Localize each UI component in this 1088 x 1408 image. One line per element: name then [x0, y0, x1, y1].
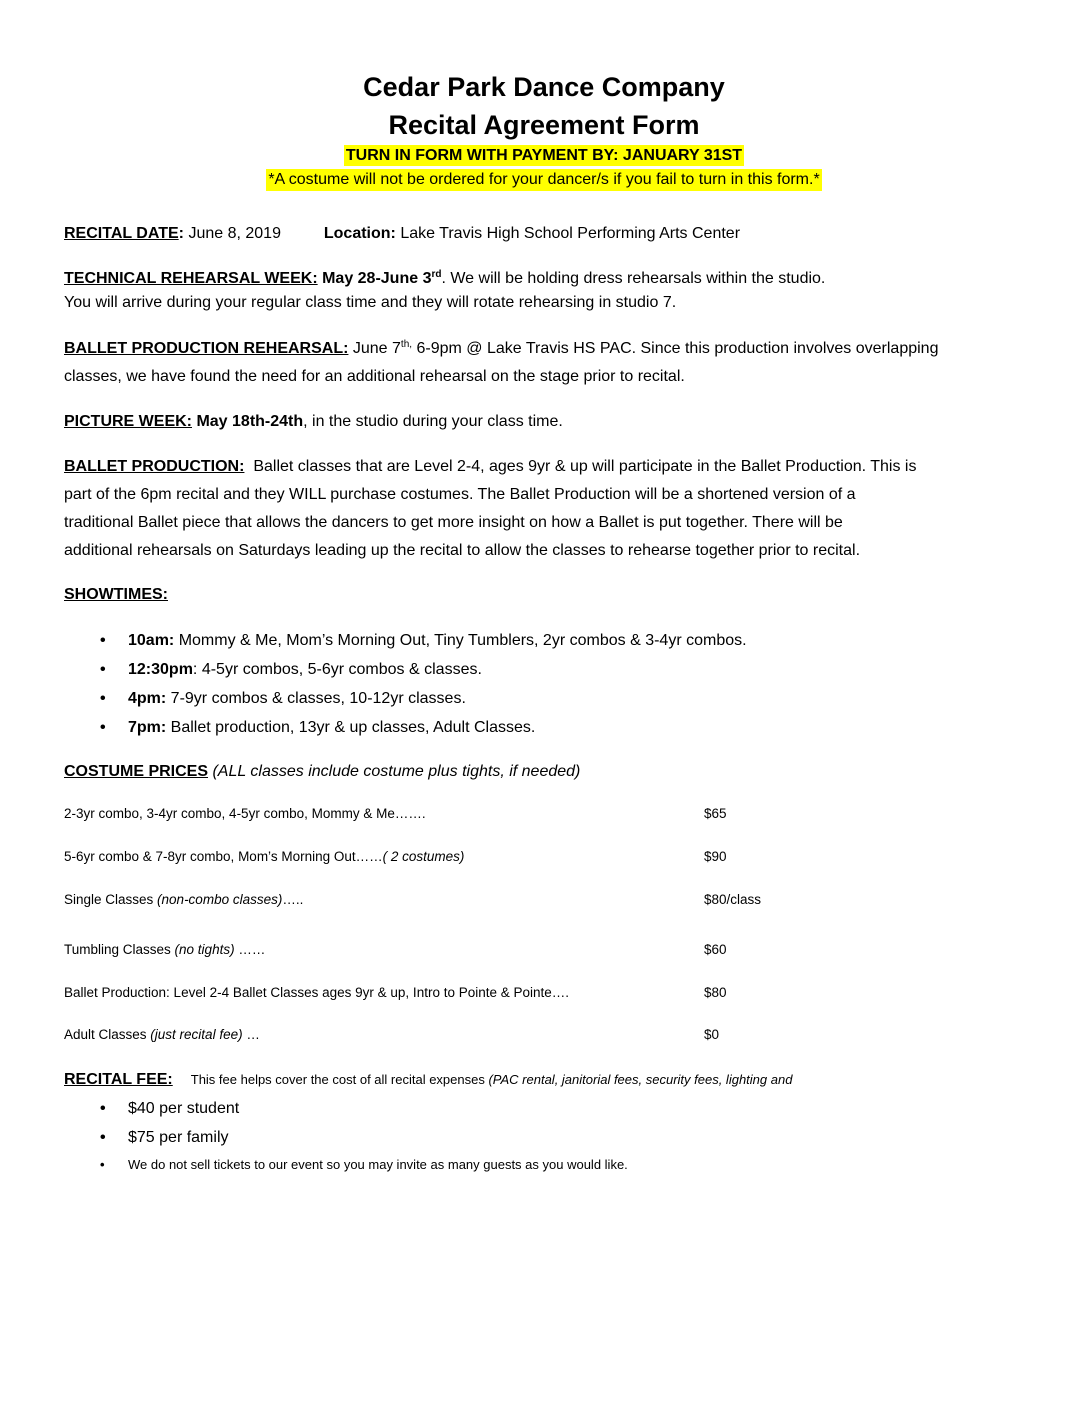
ballet-production-label: BALLET PRODUCTION: — [64, 458, 245, 475]
showtimes-heading: SHOWTIMES: — [64, 586, 168, 603]
list-item: • 10am: Mommy & Me, Mom’s Morning Out, Tiny Tumblers, 2yr combos & 3-4yr combos. — [100, 632, 747, 649]
price-row: 2-3yr combo, 3-4yr combo, 4-5yr combo, Mommy & Me……. $65 — [64, 806, 727, 821]
price-row: Tumbling Classes (no tights) …… $60 — [64, 942, 727, 957]
deadline-text: TURN IN FORM WITH PAYMENT BY: JANUARY 31ST — [345, 147, 743, 164]
tech-rehearsal-dates: May 28-June 3rd — [317, 269, 442, 287]
recital-fee-label: RECITAL FEE: — [64, 1071, 173, 1088]
tech-rehearsal-line1: TECHNICAL REHEARSAL WEEK: May 28-June 3rd. We will be holding dress rehearsals within the studio. — [64, 269, 826, 287]
form-title: Recital Agreement Form — [388, 110, 700, 140]
list-item: • We do not sell tickets to our event so you may invite as many guests as you would like. — [100, 1157, 628, 1172]
list-item: • $40 per student — [100, 1100, 240, 1117]
tech-rehearsal-line2: You will arrive during your regular class time and they will rotate rehearsing in studio 7. — [64, 294, 677, 311]
price-amount: $0 — [704, 1027, 720, 1042]
recital-date-line: RECITAL DATE: June 8, 2019 Location: Lake Travis High School Performing Arts Center — [64, 225, 741, 242]
ballet-rehearsal-line1: BALLET PRODUCTION REHEARSAL: June $7^{th,}$ 6-9pm @ Lake Travis HS PAC. Since this production involves overlapping — [64, 339, 939, 357]
price-row: 5-6yr combo & 7-8yr combo, Mom’s Morning Out……( 2 costumes) $90 — [64, 849, 727, 864]
deadline-banner — [0, 145, 1088, 166]
ballet-rehearsal-line2: classes, we have found the need for an additional rehearsal on the stage prior to recital. — [64, 368, 685, 385]
tech-rehearsal-label: TECHNICAL REHEARSAL WEEK: — [64, 270, 318, 287]
costume-prices-heading: COSTUME PRICES (ALL classes include costume plus tights, if needed) — [64, 763, 581, 780]
warning-banner — [0, 169, 1088, 191]
recital-fee-heading: RECITAL FEE: This fee helps cover the cost of all recital expenses (PAC rental, janitorial fees, security fees, lighting and — [64, 1071, 793, 1088]
showtimes-list — [100, 626, 1000, 742]
company-name: Cedar Park Dance Company — [363, 72, 725, 102]
picture-week-label: PICTURE WEEK: — [64, 413, 192, 430]
list-item: • 12:30pm: 4-5yr combos, 5-6yr combos & classes. — [100, 661, 482, 678]
ballet-production-section: BALLET PRODUCTION: Ballet classes that are Level 2-4, ages 9yr & up will participate in the Ballet Production. This is part of the 6pm recital and they WILL purchase costumes. The Ballet Production will be a shortened version of a traditional Ballet piece that allows the dancers to get more insight on how a Ballet is put together. There will be additional rehearsals on Saturdays leading up the recital to allow the classes to rehearse together prior to recital. — [64, 458, 917, 559]
list-item: • $75 per family — [100, 1129, 229, 1146]
list-item: • 7pm: Ballet production, 13yr & up classes, Adult Classes. — [100, 719, 536, 736]
recital-fee-list — [100, 1094, 1000, 1178]
price-row: Single Classes (non-combo classes)….. $80/class — [64, 892, 762, 907]
picture-week-line: PICTURE WEEK: May 18th-24th, in the studio during your class time. — [64, 413, 563, 430]
picture-week-dates: May 18th-24th — [192, 413, 304, 430]
warning-text: *A costume will not be ordered for your dancer/s if you fail to turn in this form.* — [266, 169, 821, 191]
price-amount: $80/class — [704, 892, 762, 907]
location-label: Location: — [323, 225, 396, 242]
list-item: • 4pm: 7-9yr combos & classes, 10-12yr classes. — [100, 690, 466, 707]
price-amount: $90 — [704, 849, 727, 864]
price-amount: $80 — [704, 985, 727, 1000]
ballet-rehearsal-section — [64, 335, 1014, 391]
ballet-rehearsal-label: BALLET PRODUCTION REHEARSAL: — [64, 340, 349, 357]
price-row: Ballet Production: Level 2-4 Ballet Classes ages 9yr & up, Intro to Pointe & Pointe…. $80 — [64, 985, 727, 1000]
location-value: Lake Travis High School Performing Arts Center — [395, 225, 741, 242]
tech-rehearsal-section — [64, 265, 1014, 317]
price-row: Adult Classes (just recital fee) … $0 — [64, 1027, 720, 1042]
price-amount: $65 — [704, 806, 727, 821]
recital-date-label: RECITAL DATE — [64, 225, 179, 242]
recital-date-value: June 8, 2019 — [184, 225, 281, 242]
price-amount: $60 — [704, 942, 727, 957]
